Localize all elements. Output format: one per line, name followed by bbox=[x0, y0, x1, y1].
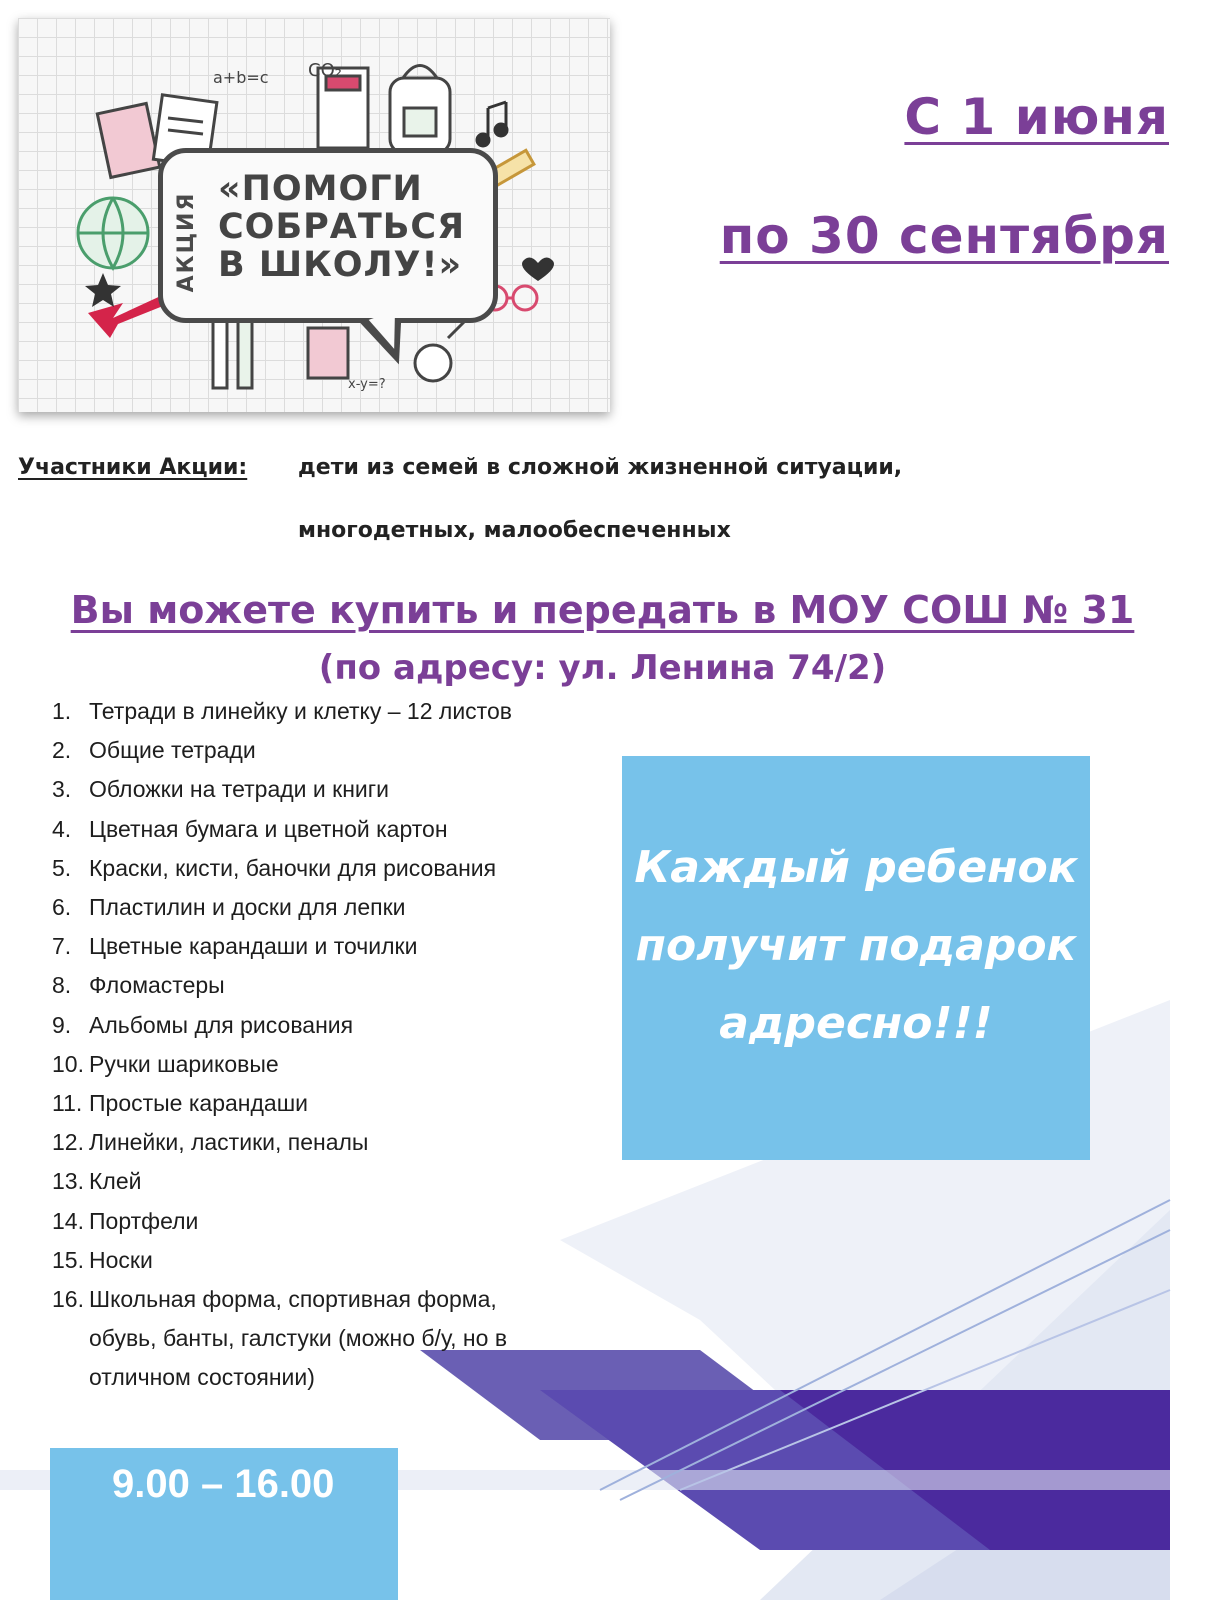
list-item bbox=[52, 966, 559, 1005]
donation-heading: Вы можете купить и передать в МОУ СОШ № 31 bbox=[70, 588, 1135, 632]
date-from: С 1 июня bbox=[904, 88, 1169, 146]
globe-icon bbox=[78, 198, 148, 268]
list-item bbox=[52, 927, 559, 966]
pencils-icon bbox=[213, 318, 348, 388]
doodle-xy: x-y=? bbox=[348, 377, 386, 392]
list-item bbox=[52, 810, 559, 849]
campaign-poster bbox=[18, 18, 610, 412]
list-item bbox=[52, 770, 559, 809]
item-text: Альбомы для рисования bbox=[89, 1011, 354, 1038]
item-text: Цветные карандаши и точилки bbox=[89, 933, 418, 960]
item-text: Общие тетради bbox=[89, 737, 256, 764]
heart-icon bbox=[522, 257, 554, 281]
star-icon bbox=[85, 273, 121, 307]
list-item bbox=[52, 1084, 559, 1123]
item-number: 3. bbox=[52, 776, 72, 803]
poster-title-line-2: СОБРАТЬСЯ bbox=[218, 207, 466, 247]
item-number: 10. bbox=[52, 1050, 84, 1077]
list-item bbox=[52, 1162, 559, 1201]
item-text: Линейки, ластики, пеналы bbox=[89, 1129, 369, 1156]
item-number: 4. bbox=[52, 815, 72, 842]
item-text: Ручки шариковые bbox=[89, 1050, 279, 1077]
item-text: Обложки на тетради и книги bbox=[89, 776, 389, 803]
gift-line-3: адресно!!! bbox=[719, 998, 993, 1049]
participants-label: Участники Акции: bbox=[18, 455, 248, 480]
item-number: 13. bbox=[52, 1168, 84, 1195]
item-number: 12. bbox=[52, 1129, 84, 1156]
list-item bbox=[52, 1241, 559, 1280]
item-text: Пластилин и доски для лепки bbox=[89, 894, 406, 921]
list-item bbox=[52, 731, 559, 770]
donation-items-list bbox=[52, 692, 559, 1398]
item-number: 6. bbox=[52, 894, 72, 921]
item-text: Краски, кисти, баночки для рисования bbox=[89, 854, 497, 881]
gift-line-1: Каждый ребенок bbox=[634, 842, 1078, 893]
item-text: Школьная форма, спортивная форма, обувь, банты, галстуки (можно б/у, но в отличном состоянии) bbox=[89, 1286, 508, 1391]
item-text: Тетради в линейку и клетку – 12 листов bbox=[89, 698, 512, 724]
working-hours: 9.00 – 16.00 bbox=[112, 1462, 335, 1506]
item-number: 16. bbox=[52, 1286, 84, 1313]
poster-aktsiya-label: АКЦИЯ bbox=[174, 191, 199, 293]
list-item bbox=[52, 1280, 559, 1398]
doodle-co2: CO₂ bbox=[308, 60, 342, 81]
item-number: 5. bbox=[52, 854, 72, 881]
list-item bbox=[52, 692, 559, 731]
working-hours-box bbox=[50, 1448, 398, 1600]
item-text: Портфели bbox=[89, 1207, 199, 1234]
item-number: 15. bbox=[52, 1246, 84, 1273]
item-text: Простые карандаши bbox=[89, 1090, 309, 1117]
list-item bbox=[52, 1202, 559, 1241]
item-text: Фломастеры bbox=[89, 972, 225, 999]
list-item bbox=[52, 1045, 559, 1084]
gift-callout-box bbox=[622, 756, 1090, 1160]
item-text: Носки bbox=[89, 1246, 153, 1273]
list-item bbox=[52, 888, 559, 927]
item-text: Цветная бумага и цветной картон bbox=[89, 815, 448, 842]
list-item bbox=[52, 849, 559, 888]
item-number: 11. bbox=[52, 1090, 83, 1117]
poster-title-line-3: В ШКОЛУ!» bbox=[218, 245, 463, 285]
item-number: 14. bbox=[52, 1207, 84, 1234]
address-heading: (по адресу: ул. Ленина 74/2) bbox=[318, 648, 887, 688]
poster-title-line-1: «ПОМОГИ bbox=[218, 169, 423, 209]
item-number: 1. bbox=[52, 698, 72, 724]
item-text: Клей bbox=[89, 1168, 142, 1195]
item-number: 9. bbox=[52, 1011, 72, 1038]
music-note-icon bbox=[477, 102, 507, 146]
participants-line-2: многодетных, малообеспеченных bbox=[298, 518, 731, 543]
gift-line-2: получит подарок bbox=[635, 920, 1077, 971]
item-number: 2. bbox=[52, 737, 72, 764]
doodle-abc: a+b=c bbox=[213, 68, 269, 87]
backpack-icon bbox=[390, 66, 450, 154]
list-item bbox=[52, 1123, 559, 1162]
item-number: 8. bbox=[52, 972, 72, 999]
item-number: 7. bbox=[52, 933, 72, 960]
list-item bbox=[52, 1006, 559, 1045]
date-to: по 30 сентября bbox=[719, 207, 1169, 265]
participants-line-1: дети из семей в сложной жизненной ситуации, bbox=[298, 455, 903, 480]
